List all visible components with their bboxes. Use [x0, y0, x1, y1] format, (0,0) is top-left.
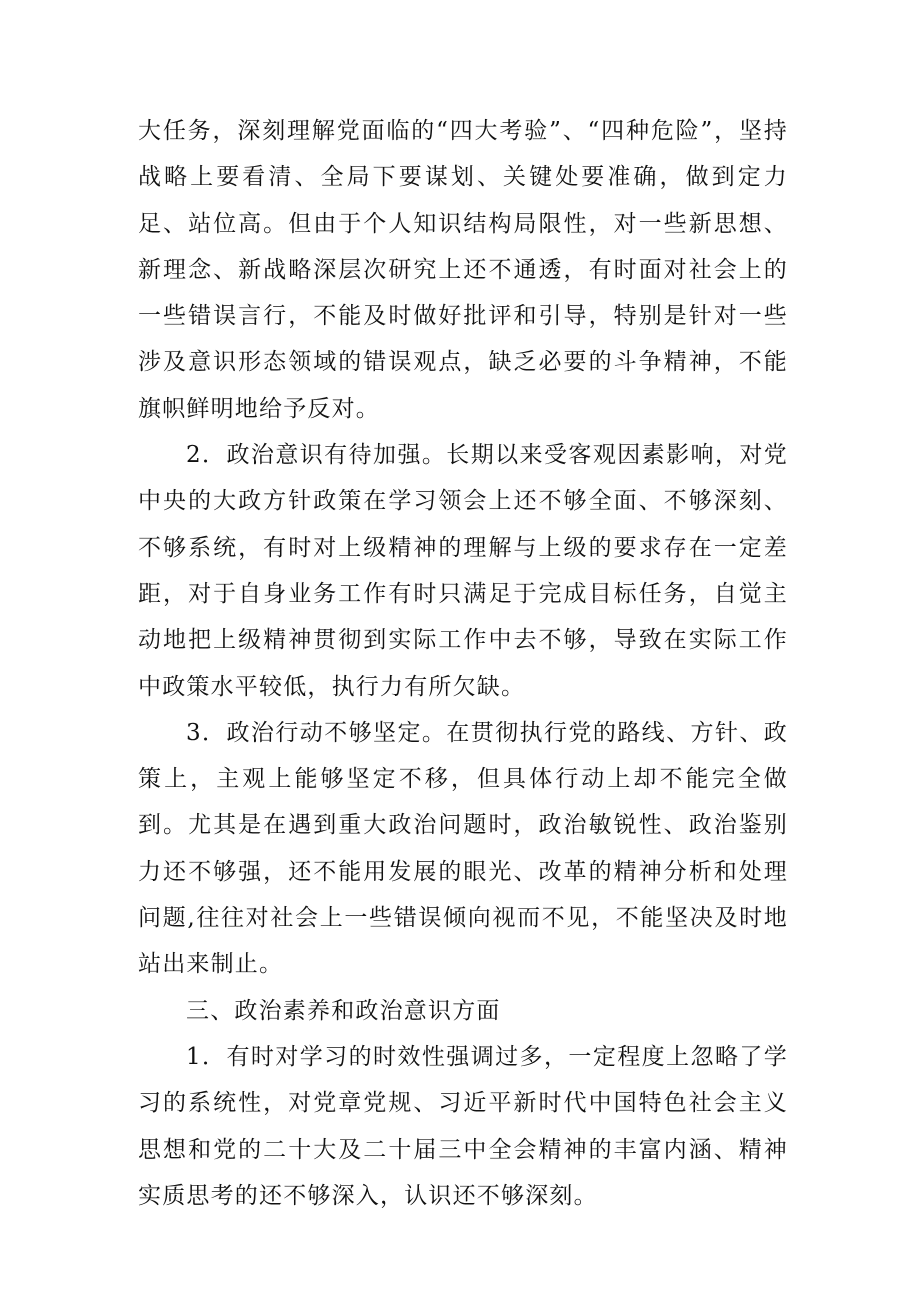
paragraph-continuation: 大任务，深刻理解党面临的“四大考验”、“四种危险”，坚持战略上要看清、全局下要谋划、关键处要准确，做到定力足、站位高。但由于个人知识结构局限性，对一些新思想、新理念、新战略深层次研究上还不通透，有时面对社会上的一些错误言行，不能及时做好批评和引导，特别是针对一些涉及意识形态领域的错误观点，缺乏必要的斗争精神，不能旗帜鲜明地给予反对。: [138, 118, 788, 422]
section-heading: 三、政治素养和政治意识方面: [186, 997, 501, 1024]
document-body: [138, 108, 788, 1219]
paragraph-political-awareness: 2．政治意识有待加强。长期以来受客观因素影响，对党中央的大政方针政策在学习领会上还不够全面、不够深刻、不够系统，有时对上级精神的理解与上级的要求存在一定差距，对于自身业务工作有时只满足于完成目标任务，自觉主动地把上级精神贯彻到实际工作中去不够，导致在实际工作中政策水平较低，执行力有所欠缺。: [138, 442, 788, 700]
paragraph-political-action: 3．政治行动不够坚定。在贯彻执行党的路线、方针、政策上，主观上能够坚定不移，但具体行动上却不能完全做到。尤其是在遇到重大政治问题时，政治敏锐性、政治鉴别力还不够强，还不能用发展的眼光、改革的精神分析和处理问题,往往对社会上一些错误倾向视而不见，不能坚决及时地站出来制止。: [138, 719, 788, 978]
paragraph-study-timeliness: 1．有时对学习的时效性强调过多，一定程度上忽略了学习的系统性，对党章党规、习近平新时代中国特色社会主义思想和党的二十大及二十届三中全会精神的丰富内涵、精神实质思考的还不够深入，认识还不够深刻。: [138, 1043, 788, 1209]
